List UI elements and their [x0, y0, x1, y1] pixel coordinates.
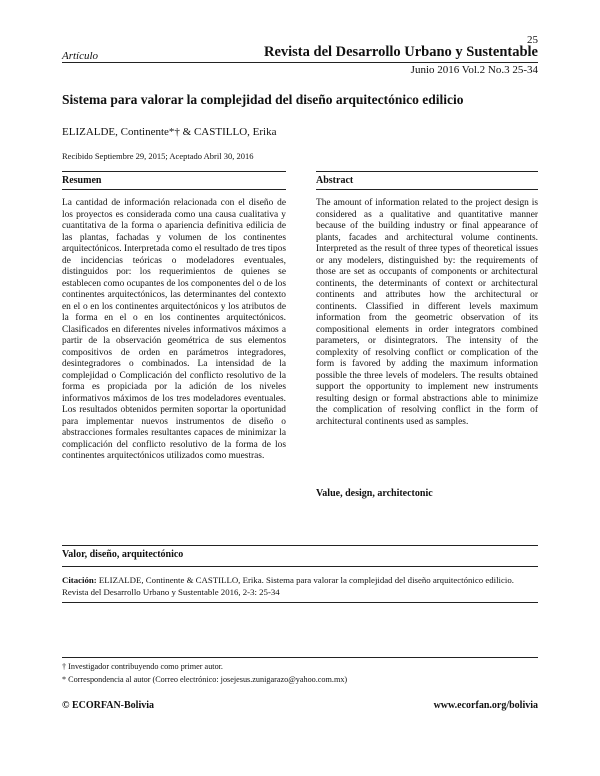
section-label: Artículo — [62, 50, 99, 62]
article-title: Sistema para valorar la complejidad del diseño arquitectónico edilicio — [62, 92, 464, 107]
article-authors: ELIZALDE, Continente*† & CASTILLO, Erika — [62, 126, 277, 138]
abstract-text: The amount of information related to the project design is considered as a qualitative and quantitative manner because of the building industry or final appearance of plants, facades and architectural volume continents. Interpreted as the result of three types of theoretical issues or any modelers, distinguished by: the requirements of those are set as occupants of components or architectural continents, the determinants of context or architectural continents and attributes how the architectural or continents. Classified in different levels maximum information from the geometric observation of its compositional elements in order integrators combined parameters, or disintegrators. The intensity of the complexity of resolving conflict or complication of the form is favored by adding the maximum information possible the three levels of modelers. The results obtained support the opportunity to implement new instruments resulting design or formal abstractions able to minimize the complication of resolving conflict in the form of architectural continents used as samples. — [316, 198, 538, 427]
footnote-correspondence: * Correspondencia al autor (Correo electrónico: josejesus.zunigarazo@yahoo.com.mx) — [62, 675, 348, 684]
footer-website[interactable]: www.ecorfan.org/bolivia — [433, 700, 538, 711]
resumen-top-rule — [62, 171, 286, 172]
footnote-author: † Investigador contribuyendo como primer autor. — [62, 662, 223, 671]
issue-info: Junio 2016 Vol.2 No.3 25-34 — [410, 64, 538, 76]
article-dates: Recibido Septiembre 29, 2015; Aceptado Abril 30, 2016 — [62, 151, 254, 161]
footer-publisher: © ECORFAN-Bolivia — [62, 700, 155, 711]
journal-name: Revista del Desarrollo Urbano y Sustentable — [263, 44, 538, 60]
page-number: 25 — [527, 34, 538, 46]
citation-rule — [62, 566, 538, 567]
footnote-rule — [62, 657, 538, 658]
abstract-top-rule — [316, 171, 538, 172]
resumen-keywords: Valor, diseño, arquitectónico — [62, 549, 184, 560]
keywords-rule — [62, 545, 538, 546]
resumen-heading: Resumen — [62, 175, 102, 186]
abstract-heading: Abstract — [316, 175, 354, 186]
header-rule — [62, 62, 538, 63]
citation — [62, 575, 538, 598]
resumen-text: La cantidad de información relacionada con el diseño de los proyectos es considerada como una causa cualitativa y cuantitativa de la forma o apariencia definitiva edilicia de las plantas, fachadas y volumen de los continentes arquitectónicos. Interpretada como el resultado de tres tipos de incidencias teóricas o modeladores eventuales, distinguidos por: los requerimientos de quienes se establecen como ocupantes de los componentes del o de los continentes arquitectónicos, las determinantes del contexto en el o en los continentes arquitectónicos y los atributos de la forma en el o en los continentes arquitectónicos. Clasificados en diferentes niveles informativos máximos a partir de la observación geométrica de sus elementos compositivos de orden en parámetros integradores, desintegradores o combinados. La intensidad de la complejidad o Complicación del conflicto resolutivo de la forma es propiciada por la adición de los niveles informativos máximos de los tres modeladores eventuales. Los resultados obtenidos permiten soportar la oportunidad para implementar nuevos instrumentos de diseño o abstracciones formales resultantes capaces de minimizar la complicación del conflicto resolutivo de la forma de los continentes arquitectónicos utilizados como muestras. — [62, 198, 286, 461]
citation-text: ELIZALDE, Continente & CASTILLO, Erika. Sistema para valorar la complejidad del diseño arquitectónico edilicio. Revista del Desarrollo Urbano y Sustentable 2016, 2-3: 25-34 — [62, 575, 514, 597]
resumen-bottom-rule — [62, 189, 286, 190]
abstract-keywords: Value, design, architectonic — [316, 488, 433, 499]
abstract-bottom-rule — [316, 189, 538, 190]
citation-label: Citación: — [62, 575, 97, 585]
citation-bottom-rule — [62, 602, 538, 603]
